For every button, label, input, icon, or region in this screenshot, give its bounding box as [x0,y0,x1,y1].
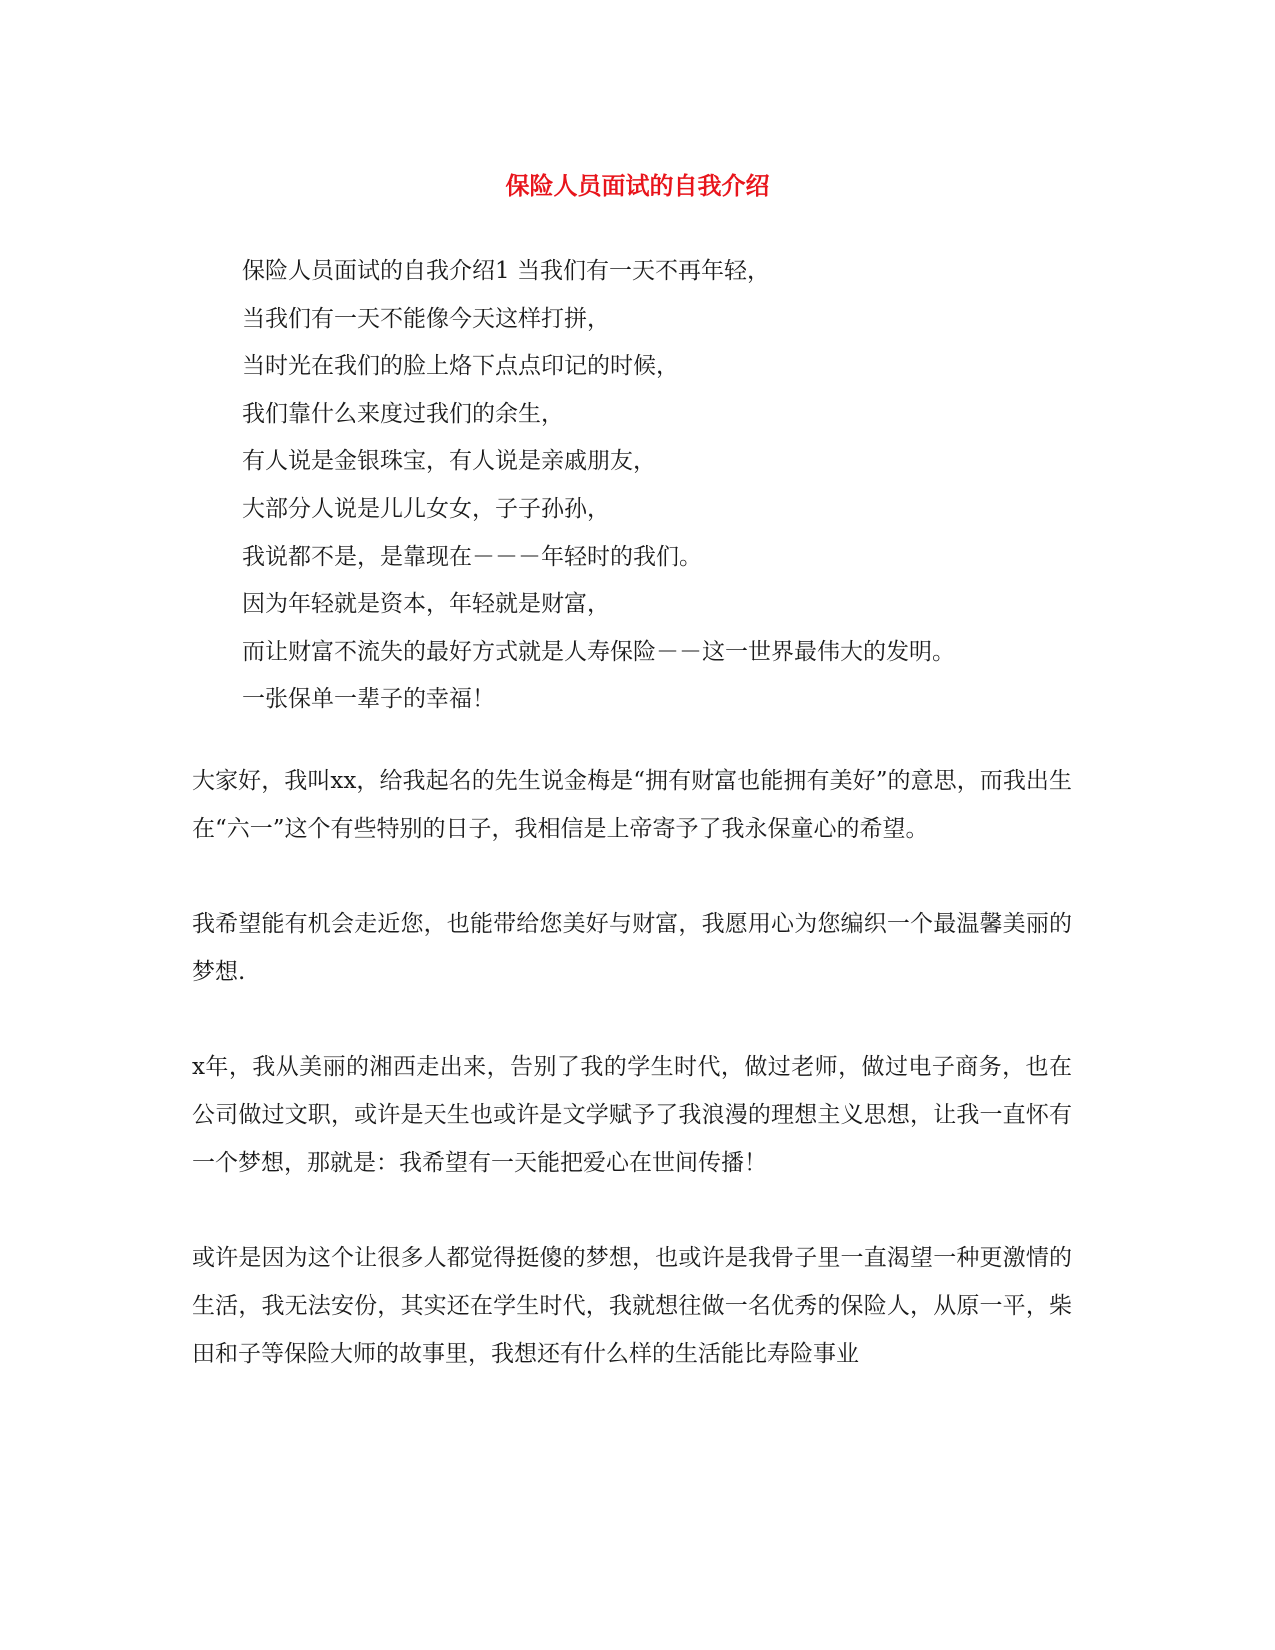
body-text [192,757,1072,1425]
poem-line: 我们靠什么来度过我们的余生， [242,400,564,427]
poem-line: 当时光在我们的脸上烙下点点印记的时候， [242,353,679,380]
paragraph-dream: 或许是因为这个让很多人都觉得挺傻的梦想，也或许是我骨子里一直渴望一种更激情的生活，我无法安份，其实还在学生时代，我就想往做一名优秀的保险人，从原一平，柴田和子等保险大师的故事里，我想还有什么样的生活能比寿险事业 [192,1245,1072,1367]
poem-line: 我说都不是，是靠现在－－－年轻时的我们。 [242,543,702,570]
paragraph-wish: 我希望能有机会走近您，也能带给您美好与财富，我愿用心为您编织一个最温馨美丽的梦想. [192,911,1072,985]
paragraph-greeting: 大家好，我叫xx，给我起名的先生说金梅是“拥有财富也能拥有美好”的意思，而我出生在“六一”这个有些特别的日子，我相信是上帝寄予了我永保童心的希望。 [192,768,1072,842]
poem-line: 一张保单一辈子的幸福！ [242,686,495,713]
document-title: 保险人员面试的自我介绍 [505,172,770,200]
poem-line: 因为年轻就是资本，年轻就是财富， [242,591,610,618]
poem-line: 有人说是金银珠宝，有人说是亲戚朋友， [242,448,656,475]
poem-line: 而让财富不流失的最好方式就是人寿保险－－这一世界最伟大的发明。 [242,638,955,665]
poem-line: 当我们有一天不能像今天这样打拼， [242,305,610,332]
poem-block [242,255,1102,731]
poem-line: 保险人员面试的自我介绍1 当我们有一天不再年轻， [242,258,770,284]
poem-line: 大部分人说是儿儿女女，子子孙孙， [242,495,610,522]
paragraph-experience: x年，我从美丽的湘西走出来，告别了我的学生时代，做过老师，做过电子商务，也在公司做过文职，或许是天生也或许是文学赋予了我浪漫的理想主义思想，让我一直怀有一个梦想，那就是：我希望有一天能把爱心在世间传播！ [192,1054,1072,1176]
